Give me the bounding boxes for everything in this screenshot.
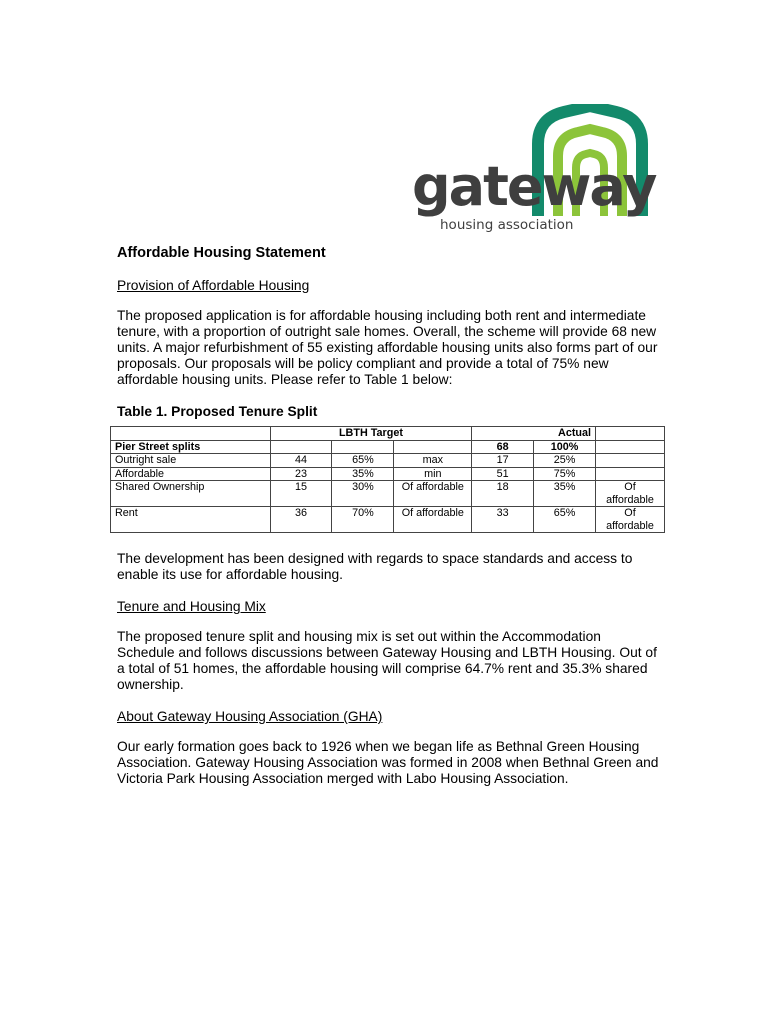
- row-label: Shared Ownership: [111, 481, 271, 507]
- actual-units: 51: [472, 467, 534, 481]
- target-percent: 35%: [332, 467, 394, 481]
- row-label: Affordable: [111, 467, 271, 481]
- actual-header: Actual: [472, 427, 596, 441]
- table-row: [111, 467, 665, 481]
- gateway-logo: [404, 104, 656, 244]
- target-units: 15: [270, 481, 332, 507]
- tenure-split-table: [110, 426, 665, 533]
- table-row: [111, 440, 665, 454]
- target-percent: 65%: [332, 454, 394, 468]
- table-header-row: [111, 427, 665, 441]
- target-units: 36: [270, 507, 332, 533]
- actual-units: 17: [472, 454, 534, 468]
- logo-wordmark: gateway: [412, 155, 656, 218]
- actual-note: [596, 454, 665, 468]
- table-row: [111, 507, 665, 533]
- document-body: [117, 244, 662, 803]
- logo-subtitle: housing association: [440, 217, 574, 233]
- target-percent: 30%: [332, 481, 394, 507]
- target-note: max: [394, 454, 472, 468]
- paragraph-tenure: The proposed tenure split and housing mix is set out within the Accommodation Schedule and follows discussions between Gateway Housing and LBTH Housing. Out of a total of 51 homes, the affordable housing will comprise 64.7% rent and 35.3% shared ownership.: [117, 629, 657, 692]
- section-heading-tenure: Tenure and Housing Mix: [117, 599, 266, 614]
- actual-note: Of affordable: [596, 507, 665, 533]
- target-percent: 70%: [332, 507, 394, 533]
- row-label: Outright sale: [111, 454, 271, 468]
- actual-percent: 65%: [534, 507, 596, 533]
- paragraph-about: Our early formation goes back to 1926 when we began life as Bethnal Green Housing Association. Gateway Housing Association was formed in 2008 when Bethnal Green and Victoria Park Housing Association merged with Labo Housing Association.: [117, 739, 659, 786]
- lbth-target-header: LBTH Target: [270, 427, 472, 441]
- total-units: 68: [472, 440, 534, 454]
- table-title: Table 1. Proposed Tenure Split: [117, 404, 318, 419]
- actual-units: 33: [472, 507, 534, 533]
- target-note: min: [394, 467, 472, 481]
- paragraph-design: The development has been designed with regards to space standards and access to enable its use for affordable housing.: [117, 551, 633, 582]
- table-row: [111, 481, 665, 507]
- actual-note: Of affordable: [596, 481, 665, 507]
- total-percent: 100%: [534, 440, 596, 454]
- actual-percent: 25%: [534, 454, 596, 468]
- section-heading-provision: Provision of Affordable Housing: [117, 278, 310, 293]
- target-note: Of affordable: [394, 481, 472, 507]
- table-row: [111, 454, 665, 468]
- actual-units: 18: [472, 481, 534, 507]
- pier-street-label: Pier Street splits: [111, 440, 271, 454]
- actual-percent: 35%: [534, 481, 596, 507]
- target-units: 44: [270, 454, 332, 468]
- target-units: 23: [270, 467, 332, 481]
- row-label: Rent: [111, 507, 271, 533]
- actual-note: [596, 467, 665, 481]
- target-note: Of affordable: [394, 507, 472, 533]
- document-title: Affordable Housing Statement: [117, 245, 326, 261]
- section-heading-about: About Gateway Housing Association (GHA): [117, 709, 383, 724]
- paragraph-provision: The proposed application is for affordable housing including both rent and intermediate tenure, with a proportion of outright sale homes. Overall, the scheme will provide 68 new units. A major refurbishment of 55 existing affordable housing units also forms part of our proposals. Our proposals will be policy compliant and provide a total of 75% new affordable housing units. Please refer to Table 1 below:: [117, 308, 658, 387]
- actual-percent: 75%: [534, 467, 596, 481]
